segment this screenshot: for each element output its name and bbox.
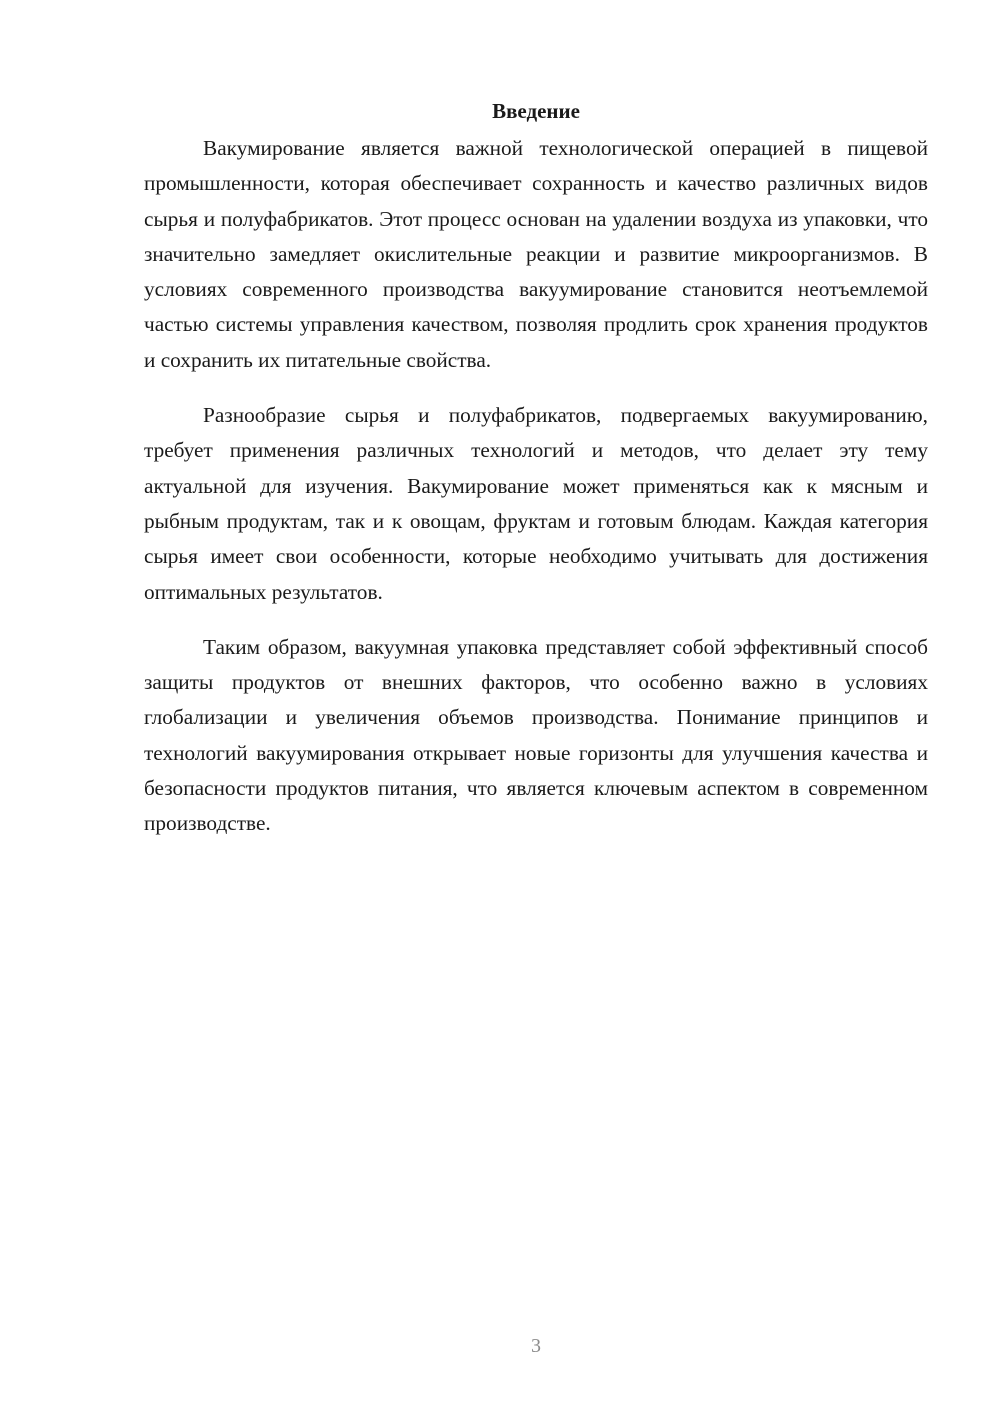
paragraph: Вакумирование является важной технологической операцией в пищевой промышленности, которая обеспечивает сохранность и качество различных видов сырья и полуфабрикатов. Этот процесс основан на удалении воздуха из упаковки, что значительно замедляет окислительные реакции и развитие микроорганизмов. В условиях современного производства вакуумирование становится неотъемлемой частью системы управления качеством, позволяя продлить срок хранения продуктов и сохранить их питательные свойства. bbox=[144, 136, 928, 372]
paragraph: Разнообразие сырья и полуфабрикатов, подвергаемых вакуумированию, требует применения различных технологий и методов, что делает эту тему актуальной для изучения. Вакумирование может применяться как к мясным и рыбным продуктам, так и к овощам, фруктам и готовым блюдам. Каждая категория сырья имеет свои особенности, которые необходимо учитывать для достижения оптимальных результатов. bbox=[144, 403, 928, 604]
page-number: 3 bbox=[531, 1335, 541, 1357]
paragraph: Таким образом, вакуумная упаковка представляет собой эффективный способ защиты продуктов от внешних факторов, что особенно важно в условиях глобализации и увеличения объемов производства. Понимание принципов и технологий вакуумирования открывает новые горизонты для улучшения качества и безопасности продуктов питания, что является ключевым аспектом в современном производстве. bbox=[144, 634, 928, 836]
document-page bbox=[144, 94, 928, 862]
section-title: Введение bbox=[492, 99, 580, 123]
